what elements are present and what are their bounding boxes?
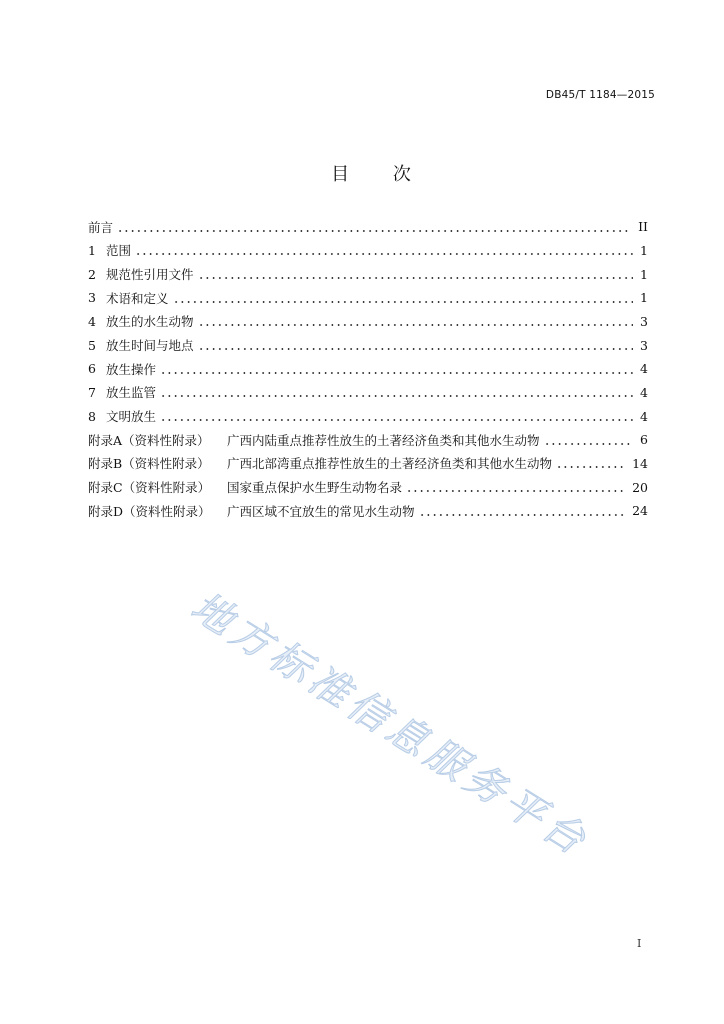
watermark: 地方标准信息服务平台 <box>182 583 598 867</box>
toc-entry-page: 4 <box>640 408 648 424</box>
dot-leader <box>556 466 625 468</box>
standard-code: DB45/T 1184—2015 <box>545 89 655 101</box>
toc-entry-number: 5 <box>88 337 96 353</box>
toc-entry-title: 规范性引用文件 <box>106 267 194 283</box>
toc-entry-title: 前言 <box>88 219 114 235</box>
toc-entry-number: 7 <box>88 384 96 400</box>
toc-entry-page: 24 <box>632 503 648 519</box>
toc-appendix-label: 附录B（资料性附录） <box>88 456 210 472</box>
toc-entry-title: 国家重点保护水生野生动物名录 <box>227 480 403 496</box>
dot-leader <box>117 230 631 232</box>
toc-entry-page: 4 <box>640 384 648 400</box>
toc-entry-1 <box>88 239 648 263</box>
dot-leader <box>135 253 633 255</box>
toc-entry-title: 文明放生 <box>106 409 157 425</box>
toc-entry-page: 1 <box>640 290 648 306</box>
dot-leader <box>406 490 625 492</box>
page-title: 目 次 <box>331 164 411 185</box>
toc-entry-number: 2 <box>88 266 96 282</box>
toc-entry-number: 8 <box>88 408 96 424</box>
toc-entry-title: 广西北部湾重点推荐性放生的土著经济鱼类和其他水生动物 <box>227 456 553 472</box>
toc-entry-8 <box>88 404 648 428</box>
toc-entry-title: 广西内陆重点推荐性放生的土著经济鱼类和其他水生动物 <box>227 432 540 448</box>
dot-leader <box>160 419 633 421</box>
table-of-contents <box>88 215 648 523</box>
dot-leader <box>160 372 633 374</box>
toc-entry-page: 3 <box>640 313 648 329</box>
dot-leader <box>198 277 633 279</box>
toc-entry-page: 1 <box>640 266 648 282</box>
toc-entry-7 <box>88 381 648 405</box>
toc-entry-page: 4 <box>640 361 648 377</box>
page-number: I <box>637 937 642 950</box>
toc-entry-title: 放生操作 <box>106 361 157 377</box>
toc-entry-appendix-b <box>88 452 648 476</box>
toc-entry-title: 术语和定义 <box>106 290 169 306</box>
toc-entry-page: 14 <box>632 455 648 471</box>
toc-appendix-label: 附录C（资料性附录） <box>88 480 211 496</box>
toc-entry-title: 放生时间与地点 <box>106 338 194 354</box>
toc-entry-appendix-d <box>88 499 648 523</box>
dot-leader <box>198 324 633 326</box>
toc-entry-page: 6 <box>640 432 648 448</box>
toc-entry-foreword <box>88 215 648 239</box>
toc-entry-page: 20 <box>632 479 648 495</box>
toc-entry-page: 1 <box>640 242 648 258</box>
toc-entry-number: 3 <box>88 290 96 306</box>
toc-entry-appendix-a <box>88 428 648 452</box>
toc-entry-appendix-c <box>88 475 648 499</box>
toc-entry-page: II <box>638 219 648 235</box>
dot-leader <box>544 443 633 445</box>
toc-entry-page: 3 <box>640 337 648 353</box>
dot-leader <box>198 348 633 350</box>
toc-entry-4 <box>88 310 648 334</box>
toc-appendix-label: 附录A（资料性附录） <box>88 432 210 448</box>
toc-entry-number: 1 <box>88 242 96 258</box>
toc-entry-title: 广西区域不宜放生的常见水生动物 <box>227 503 415 519</box>
dot-leader <box>173 301 633 303</box>
toc-entry-number: 4 <box>88 313 96 329</box>
toc-entry-title: 放生监管 <box>106 385 157 401</box>
toc-appendix-label: 附录D（资料性附录） <box>88 503 211 519</box>
toc-entry-title: 放生的水生动物 <box>106 314 194 330</box>
toc-entry-6 <box>88 357 648 381</box>
toc-entry-5 <box>88 333 648 357</box>
toc-entry-3 <box>88 286 648 310</box>
dot-leader <box>160 395 633 397</box>
toc-entry-2 <box>88 262 648 286</box>
toc-entry-title: 范围 <box>106 243 132 259</box>
dot-leader <box>419 514 626 516</box>
toc-entry-number: 6 <box>88 361 96 377</box>
